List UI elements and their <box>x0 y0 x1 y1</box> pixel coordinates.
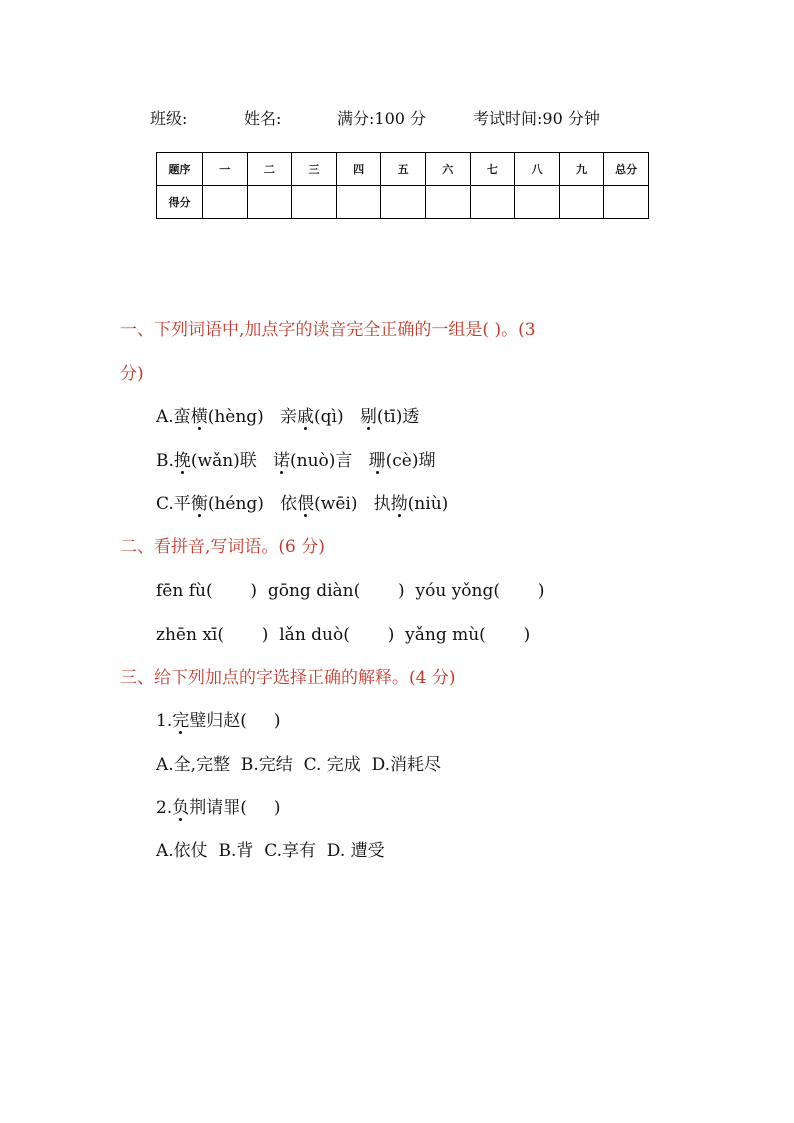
score-table-header-row <box>157 153 649 186</box>
score-table-cell: 五 <box>381 153 426 186</box>
score-table-cell: 九 <box>559 153 604 186</box>
score-table-score-row <box>157 186 649 219</box>
text: C.平 <box>156 494 191 514</box>
score-table-cell: 总分 <box>604 153 649 186</box>
text: (niù) <box>407 494 449 514</box>
text: A.蛮 <box>156 407 191 427</box>
text: (wǎn)联 <box>190 451 274 471</box>
dotted-char: 负 <box>172 798 190 818</box>
text: 璧归赵( ) <box>189 711 281 731</box>
score-input-cell[interactable] <box>425 186 470 219</box>
dotted-char: 横 <box>190 407 208 427</box>
q2-pinyin-line2: zhēn xī( ) lǎn duò( ) yǎng mù( ) <box>156 625 531 645</box>
score-table-cell: 八 <box>515 153 560 186</box>
class-label: 班级: <box>150 109 188 128</box>
dotted-char: 偎 <box>297 494 315 514</box>
score-input-cell[interactable] <box>203 186 248 219</box>
score-input-cell[interactable] <box>292 186 337 219</box>
q3-item1 <box>156 709 281 733</box>
q3-item2-options: A.依仗 B.背 C.享有 D. 遭受 <box>156 841 385 861</box>
text: (héng) 依 <box>207 494 298 514</box>
q1-option-c <box>156 492 448 516</box>
q2-title: 二、看拼音,写词语。(6 分) <box>120 537 325 557</box>
score-table-cell: 二 <box>247 153 292 186</box>
text: 2. <box>156 798 173 818</box>
q3-item1-options: A.全,完整 B.完结 C. 完成 D.消耗尽 <box>156 755 442 775</box>
dotted-char: 诺 <box>273 451 291 471</box>
q3-item2 <box>156 796 281 820</box>
q1-option-a <box>156 405 419 429</box>
text: (hèng) 亲 <box>207 407 298 427</box>
score-input-cell[interactable] <box>247 186 292 219</box>
text: (cè)瑚 <box>385 451 436 471</box>
q1-title-line2: 分) <box>120 364 144 384</box>
score-table-cell: 四 <box>336 153 381 186</box>
name-label: 姓名: <box>244 109 282 128</box>
score-input-cell[interactable] <box>381 186 426 219</box>
dotted-char: 完 <box>172 711 190 731</box>
score-input-cell[interactable] <box>336 186 381 219</box>
score-table-cell: 一 <box>203 153 248 186</box>
dotted-char: 珊 <box>368 451 386 471</box>
exam-time-label: 考试时间:90 分钟 <box>473 109 600 128</box>
text: B. <box>156 451 174 471</box>
text: 荆请罪( ) <box>189 798 281 818</box>
text: (qì) <box>314 407 360 427</box>
text: (nuò)言 <box>290 451 369 471</box>
dotted-char: 衡 <box>190 494 208 514</box>
q1-option-b <box>156 449 436 473</box>
q2-pinyin-line1: fēn fù( ) gōng diàn( ) yóu yǒng( ) <box>156 581 545 601</box>
score-input-cell[interactable] <box>559 186 604 219</box>
text: (tī)透 <box>376 407 420 427</box>
full-score-label: 满分:100 分 <box>337 109 427 128</box>
q1-title-line1: 一、下列词语中,加点字的读音完全正确的一组是( )。(3 <box>120 320 536 340</box>
dotted-char: 拗 <box>390 494 408 514</box>
score-input-cell[interactable] <box>604 186 649 219</box>
score-table-cell: 六 <box>425 153 470 186</box>
score-input-cell[interactable] <box>470 186 515 219</box>
exam-header <box>150 106 670 130</box>
text: 1. <box>156 711 173 731</box>
score-table-cell: 三 <box>292 153 337 186</box>
dotted-char: 挽 <box>173 451 191 471</box>
score-row-label: 得分 <box>157 186 203 219</box>
text: (wēi) 执 <box>314 494 391 514</box>
score-input-cell[interactable] <box>515 186 560 219</box>
dotted-char: 剔 <box>359 407 377 427</box>
score-table <box>156 152 649 219</box>
dotted-char: 戚 <box>297 407 315 427</box>
score-table-cell: 题序 <box>157 153 203 186</box>
q3-title: 三、给下列加点的字选择正确的解释。(4 分) <box>120 668 456 688</box>
score-table-cell: 七 <box>470 153 515 186</box>
